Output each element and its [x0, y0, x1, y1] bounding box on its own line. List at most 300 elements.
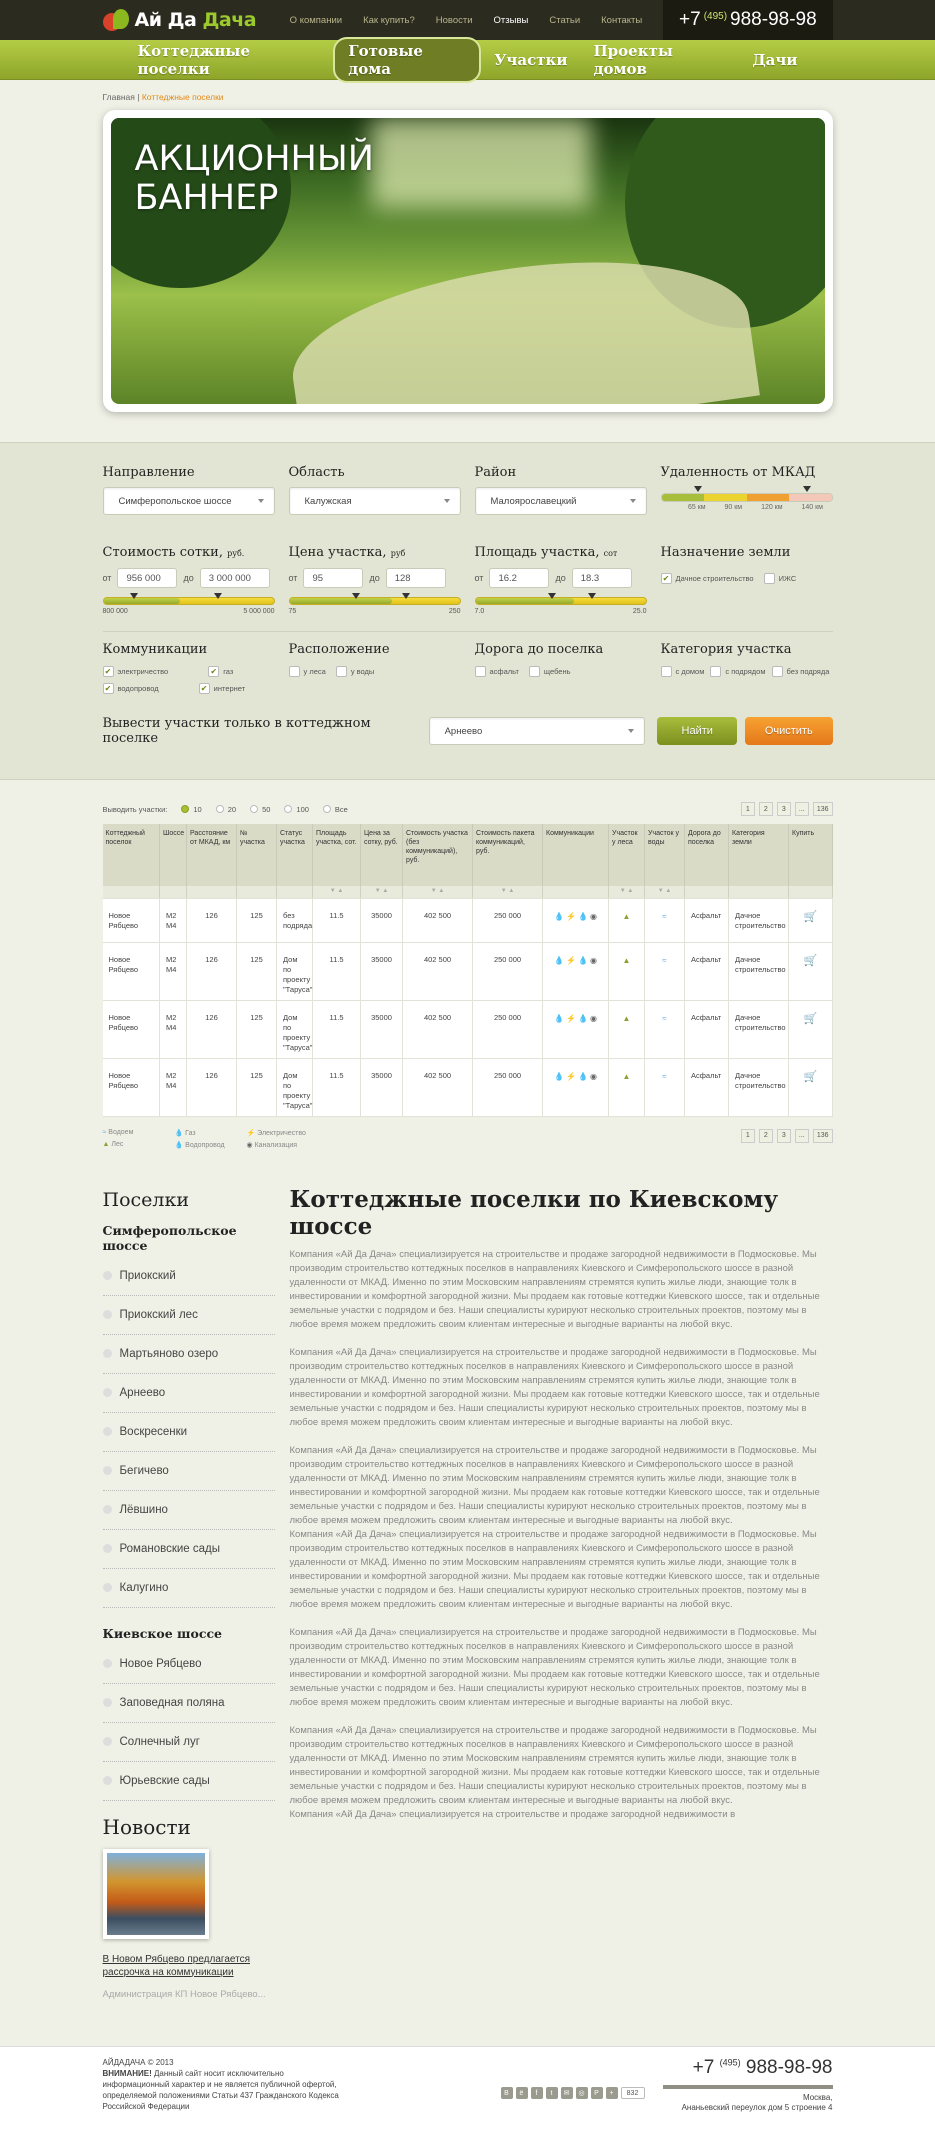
checkbox-box[interactable] [529, 666, 540, 677]
page-size-radio[interactable] [181, 805, 201, 814]
cell-category: Дачное строительство [729, 898, 789, 942]
table-header[interactable]: Расстояние от МКАД, км [187, 824, 237, 886]
checkbox-box[interactable] [475, 666, 486, 677]
checkbox-box[interactable] [661, 666, 672, 677]
cell-status: Дом по проекту "Таруса" [277, 1058, 313, 1116]
logo-icon [103, 7, 131, 33]
sewerage-icon: ◉ [246, 1141, 255, 1149]
checkbox-box[interactable]: ✔ [103, 683, 114, 694]
direction-label: Направление [102, 465, 195, 480]
sort-cell[interactable]: ▼ ▲ [313, 886, 361, 898]
table-header[interactable]: Коммуникации [543, 824, 609, 886]
page-link[interactable]: ... [795, 802, 809, 816]
paragraph: Компания «Ай Да Дача» специализируется на строительстве и продаже загородной недвижимости в Подмосковье. Мы производим строительство коттеджных поселков в направлениях Киевского и Симферопольского шоссе в разной удаленности от МКАД. Именно по этим Московским направлениям стремятся купить жилье люди, знающие толк в инвестировании и комфортной загородной жизни. Мы продаем как готовые коттеджи Киевского шоссе, так и отдельные земельные участки с подрядом и без. Наши специалисты курируют несколько строительных проектов, поэтому мы в любое время можем предложить своим клиентам интересные и выгодные варианты на любой вкус. [289, 1528, 820, 1610]
direction-select[interactable]: Симферопольское шоссе [103, 487, 275, 515]
pagination [741, 802, 833, 816]
sidebar-item-label: Калугино [119, 1581, 169, 1594]
cell-highway: М2 М4 [160, 1000, 187, 1058]
sidebar-item-label: Арнеево [119, 1386, 166, 1399]
paragraph: Компания «Ай Да Дача» специализируется на строительстве и продаже загородной недвижимости в [289, 1808, 736, 1820]
cell-water [645, 898, 685, 942]
region-select[interactable]: Калужская [289, 487, 461, 515]
social-icon[interactable]: P [591, 2087, 603, 2099]
checkbox-label: щебень [543, 667, 571, 676]
category-label: Категория участка [660, 642, 792, 657]
social-icon[interactable]: t [546, 2087, 558, 2099]
table-header[interactable]: Стоимость пакета коммуникаций, руб. [473, 824, 543, 886]
radio-label: Все [334, 804, 348, 814]
district-label: Район [474, 465, 517, 480]
radio-label: 50 [262, 804, 271, 814]
clear-button[interactable]: Очистить [745, 717, 832, 745]
bullet-icon [103, 1776, 112, 1785]
water-icon: ≈ [662, 1071, 667, 1081]
purpose-label: Назначение земли [660, 545, 791, 560]
chevron-down-icon [628, 729, 634, 733]
social-icon[interactable]: В [501, 2087, 513, 2099]
village-select[interactable]: Арнеево [429, 717, 646, 745]
distance-slider[interactable] [661, 493, 833, 502]
checkbox-label: с домом [675, 667, 705, 676]
radio-dot[interactable] [181, 805, 189, 813]
distance-tick: 90 км [724, 504, 743, 511]
table-header[interactable]: № участка [237, 824, 277, 886]
topnav-item[interactable]: Отзывы [493, 14, 529, 26]
sidebar-item-label: Воскресенки [119, 1425, 188, 1438]
promo-banner[interactable] [103, 110, 833, 412]
main-content [289, 1185, 833, 2001]
cell-category: Дачное строительство [729, 1058, 789, 1116]
results-table [103, 824, 834, 1117]
checkbox-location[interactable] [289, 666, 326, 677]
cell-area: 11.5 [313, 898, 361, 942]
cell-distance: 126 [187, 1058, 237, 1116]
legend-item [247, 1129, 317, 1137]
footer-phone[interactable]: +7 $^{(495)}$ 988-98-98 [692, 2057, 833, 2078]
sort-cell [187, 886, 237, 898]
legend-label: Канализация [254, 1141, 298, 1149]
news-heading: Новости [102, 1814, 191, 1839]
cell-forest [609, 1058, 645, 1116]
sort-cell[interactable]: ▼ ▲ [403, 886, 473, 898]
banner-image [111, 118, 825, 404]
cell-forest [609, 942, 645, 1000]
cell-communications [543, 1058, 609, 1116]
checkbox-category[interactable] [661, 666, 705, 677]
cell-area: 11.5 [313, 1000, 361, 1058]
sidebar-item-label: Солнечный луг [119, 1735, 200, 1748]
water-supply-icon: 💧 [577, 911, 588, 921]
cell-category: Дачное строительство [729, 942, 789, 1000]
page-size-radio[interactable] [250, 805, 270, 814]
cell-buy [789, 942, 833, 1000]
page-link[interactable]: 2 [759, 1129, 773, 1143]
sort-cell[interactable]: ▼ ▲ [609, 886, 645, 898]
sidebar-item[interactable] [103, 1257, 275, 1296]
cell-buy [789, 1058, 833, 1116]
cell-forest [609, 898, 645, 942]
legend-item [103, 1129, 161, 1137]
checkbox-box[interactable] [772, 666, 783, 677]
bullet-icon [103, 1466, 112, 1475]
paragraph: Компания «Ай Да Дача» специализируется на строительстве и продаже загородной недвижимости в Подмосковье. Мы производим строительство коттеджных поселков в направлениях Киевского и Симферопольского шоссе в разной удаленности от МКАД. Именно по этим Московским направлениям стремятся купить жилье люди, знающие толк в инвестировании и комфортной загородной жизни. Мы продаем как готовые коттеджи Киевского шоссе, так и отдельные земельные участки с подрядом и без. Наши специалисты курируют несколько строительных проектов, поэтому мы в любое время можем предложить своим клиентам интересные и выгодные варианты на любой вкус. [289, 1248, 820, 1330]
checkbox-communications[interactable] [199, 683, 246, 694]
cell-road: Асфальт [685, 942, 729, 1000]
cell-status: без подряда [277, 898, 313, 942]
bullet-icon [103, 1583, 112, 1592]
price-plot-from-input[interactable]: 95 [303, 568, 363, 588]
cell-status: Дом по проекту "Таруса" [277, 1000, 313, 1058]
sort-cell[interactable]: ▼ ▲ [645, 886, 685, 898]
table-header[interactable]: Шоссе [160, 824, 187, 886]
cart-icon[interactable]: 🛒 [803, 1012, 818, 1025]
page-link[interactable]: 1 [741, 802, 755, 816]
page-link[interactable]: ... [795, 1129, 809, 1143]
cell-highway: М2 М4 [160, 898, 187, 942]
legend-label: Водопровод [185, 1141, 225, 1149]
legend-label: Газ [185, 1129, 196, 1137]
cell-price: 402 500 [403, 942, 473, 1000]
social-icon[interactable]: f [531, 2087, 543, 2099]
cell-road: Асфальт [685, 1000, 729, 1058]
bullet-icon [103, 1544, 112, 1553]
checkbox-label: у воды [350, 667, 375, 676]
page-title: Коттеджные поселки по Киевскому шоссе [289, 1185, 779, 1240]
cell-communications [543, 1000, 609, 1058]
price-sotka-from-input[interactable]: 956 000 [117, 568, 177, 588]
sidebar-item[interactable] [103, 1335, 275, 1374]
sidebar-item-label: Приокский лес [119, 1308, 198, 1321]
sort-cell [103, 886, 160, 898]
price-plot-to-input[interactable]: 128 [386, 568, 446, 588]
radio-label: 20 [227, 804, 237, 814]
table-header[interactable]: Дорога до поселка [685, 824, 729, 886]
social-icon[interactable]: + [606, 2087, 618, 2099]
checkbox-road[interactable] [475, 666, 519, 677]
bullet-icon [103, 1349, 112, 1358]
sewerage-icon: ◉ [589, 955, 597, 965]
distance-tick: 65 км [687, 504, 706, 511]
logo[interactable]: Ай Да Дача [103, 7, 280, 33]
sidebar-item[interactable] [103, 1762, 275, 1801]
radio-dot[interactable] [323, 805, 331, 813]
cell-road: Асфальт [685, 1058, 729, 1116]
sidebar-item-label: Романовские сады [119, 1542, 221, 1555]
sort-cell [789, 886, 833, 898]
chevron-down-icon [258, 499, 264, 503]
page-link[interactable]: 1 [741, 1129, 755, 1143]
checkbox-box[interactable] [289, 666, 300, 677]
electricity-icon: ⚡ [566, 911, 576, 921]
electricity-icon: ⚡ [566, 1071, 576, 1081]
cell-buy [789, 898, 833, 942]
radio-dot[interactable] [284, 805, 292, 813]
checkbox-label: у леса [303, 667, 326, 676]
checkbox-category[interactable] [772, 666, 830, 677]
sidebar-item[interactable] [103, 1296, 275, 1335]
footer-address: Москва, Ананьевский переулок дом 5 строение 4 [681, 2093, 833, 2112]
checkbox-purpose[interactable] [764, 573, 797, 584]
category-options [661, 666, 833, 677]
cell-price: 402 500 [403, 1058, 473, 1116]
cell-price: 402 500 [403, 1000, 473, 1058]
area-to-input[interactable]: 18.3 [572, 568, 632, 588]
cart-icon[interactable]: 🛒 [803, 954, 818, 967]
forest-icon: ▲ [622, 911, 631, 921]
cell-village: Новое Рябцево [103, 1058, 160, 1116]
chevron-down-icon [444, 499, 450, 503]
page-link[interactable]: 2 [759, 802, 773, 816]
topnav-item[interactable]: Как купить? [363, 14, 415, 26]
cell-distance: 126 [187, 1000, 237, 1058]
table-header[interactable]: Площадь участка, сот. [313, 824, 361, 886]
radio-label: 100 [296, 804, 309, 814]
page-size-radio[interactable] [284, 805, 309, 814]
checkbox-communications[interactable] [208, 666, 233, 677]
bullet-icon [103, 1505, 112, 1514]
cell-water [645, 1000, 685, 1058]
radio-label: 10 [193, 804, 202, 814]
location-label: Расположение [288, 642, 390, 657]
paragraph: Компания «Ай Да Дача» специализируется на строительстве и продаже загородной недвижимости в Подмосковье. Мы производим строительство коттеджных поселков в направлениях Киевского и Симферопольского шоссе в разной удаленности от МКАД. Именно по этим Московским направлениям стремятся купить жилье люди, знающие толк в инвестировании и комфортной загородной жизни. Мы продаем как готовые коттеджи Киевского шоссе, так и отдельные земельные участки с подрядом и без. Наши специалисты курируют несколько строительных проектов, поэтому мы в любое время можем предложить своим клиентам интересные и выгодные варианты на любой вкус. [289, 1346, 820, 1428]
cell-comm_price: 250 000 [473, 1058, 543, 1116]
price-sotka-to-input[interactable]: 3 000 000 [200, 568, 270, 588]
table-header[interactable]: Участок у леса [609, 824, 645, 886]
social-icon[interactable]: ◎ [576, 2087, 588, 2099]
distance-ticks [661, 504, 833, 511]
cell-water [645, 1058, 685, 1116]
cart-icon[interactable]: 🛒 [803, 1070, 818, 1083]
checkbox-road[interactable] [529, 666, 571, 677]
sidebar-item[interactable] [103, 1684, 275, 1723]
cell-buy [789, 1000, 833, 1058]
checkbox-purpose[interactable] [661, 573, 754, 584]
cell-area: 11.5 [313, 1058, 361, 1116]
cell-num: 125 [237, 1000, 277, 1058]
table-row [103, 1058, 833, 1116]
communications-options [103, 666, 275, 694]
mainnav-item[interactable]: Готовые дома [333, 37, 481, 83]
cell-highway: М2 М4 [160, 1058, 187, 1116]
gas-icon: 💧 [554, 955, 565, 965]
sidebar-item[interactable] [103, 1413, 275, 1452]
sidebar-item[interactable] [103, 1452, 275, 1491]
sidebar-item[interactable] [103, 1491, 275, 1530]
water-icon: ≈ [662, 1013, 667, 1023]
sewerage-icon: ◉ [589, 1013, 597, 1023]
table-header[interactable]: Купить [789, 824, 833, 886]
sort-cell [729, 886, 789, 898]
checkbox-communications[interactable] [103, 666, 169, 677]
footer [0, 2046, 935, 2146]
checkbox-box[interactable] [710, 666, 721, 677]
page-link[interactable]: 136 [813, 802, 833, 816]
price-sotka-slider[interactable] [103, 597, 275, 605]
sort-cell [277, 886, 313, 898]
table-header[interactable]: Категория земли [729, 824, 789, 886]
cell-village: Новое Рябцево [103, 942, 160, 1000]
price-sotka-label: Стоимость сотки, [102, 545, 223, 560]
sidebar-item[interactable] [103, 1569, 275, 1608]
sidebar-item-label: Лёвшино [119, 1503, 168, 1516]
sort-cell[interactable]: ▼ ▲ [473, 886, 543, 898]
checkbox-label: без подряда [786, 667, 830, 676]
sort-cell [543, 886, 609, 898]
region-label: Область [288, 465, 345, 480]
cart-icon[interactable]: 🛒 [803, 910, 818, 923]
slider-handle[interactable] [803, 486, 811, 492]
cell-price_sotka: 35000 [361, 942, 403, 1000]
legend-label: Лес [111, 1140, 124, 1148]
social-icon[interactable]: ✉ [561, 2087, 573, 2099]
top-bar [0, 0, 935, 40]
mainnav-item[interactable]: Участки [494, 51, 568, 69]
radio-dot[interactable] [216, 805, 224, 813]
main-navigation [0, 40, 935, 80]
cell-price_sotka: 35000 [361, 1058, 403, 1116]
checkbox-label: водопровод [117, 684, 159, 693]
sidebar-item[interactable] [103, 1530, 275, 1569]
top-navigation [280, 15, 664, 26]
radio-dot[interactable] [250, 805, 258, 813]
news-link[interactable]: В Новом Рябцево предлагается рассрочка на коммуникации [102, 1953, 250, 1978]
checkbox-box[interactable]: ✔ [208, 666, 219, 677]
news-image[interactable] [103, 1849, 209, 1939]
checkbox-box[interactable] [764, 573, 775, 584]
table-row [103, 898, 833, 942]
pagination [741, 1129, 833, 1143]
table-header[interactable]: Стоимость участка (без коммуникаций), руб. [403, 824, 473, 886]
search-filter: Направление Симферопольское шоссе Область Калужская Район Малоярославецкий Удаленность от МКАД 65 км 90 км 120 км 140 км Стоимость сотки, руб. от 956 000 до 3 000 000 800 000 5 000 000 Цена участка, руб от 95 до 128 75 250 Площадь участка, сот от 16.2 до 18.3 7.0 25.0 Назначение земли ✔ Дачное строительство ИЖС Коммуникации ✔ электричество ✔ газ ✔ водопровод ✔ интернет Расположение у леса у воды Дорога до поселка асфальт щебень Категория участка с домом с подрядом без подряда Вывести участки только в коттеджном поселке Арнеево Найти Очистить [0, 442, 935, 780]
checkbox-label: Дачное строительство [675, 574, 754, 583]
electricity-icon: ⚡ [246, 1129, 258, 1137]
page-link[interactable]: 3 [777, 802, 791, 816]
cell-village: Новое Рябцево [103, 1000, 160, 1058]
water-supply-icon: 💧 [174, 1141, 186, 1149]
cell-highway: М2 М4 [160, 942, 187, 1000]
gas-icon: 💧 [554, 911, 565, 921]
page-link[interactable]: 3 [777, 1129, 791, 1143]
cell-communications [543, 942, 609, 1000]
distance-tick: 120 км [761, 504, 783, 511]
slider-handle[interactable] [694, 486, 702, 492]
checkbox-box[interactable]: ✔ [661, 573, 672, 584]
banner-title: АКЦИОННЫЙ БАННЕР [134, 139, 374, 218]
cell-forest [609, 1000, 645, 1058]
gas-icon: 💧 [554, 1071, 565, 1081]
checkbox-label: электричество [117, 667, 169, 676]
cell-water [645, 942, 685, 1000]
checkbox-box[interactable]: ✔ [103, 666, 114, 677]
page-size-radio[interactable] [323, 805, 348, 814]
cell-communications [543, 898, 609, 942]
forest-icon: ▲ [622, 955, 631, 965]
cell-comm_price: 250 000 [473, 942, 543, 1000]
mainnav-item[interactable]: Проекты домов [593, 42, 673, 78]
checkbox-category[interactable] [710, 666, 765, 677]
area-from-input[interactable]: 16.2 [489, 568, 549, 588]
checkbox-communications[interactable] [103, 683, 159, 694]
breadcrumb-home[interactable]: Главная [102, 92, 135, 102]
cell-num: 125 [237, 942, 277, 1000]
sidebar-group-title: Киевское шоссе [102, 1625, 223, 1641]
topnav-item[interactable]: Новости [435, 14, 473, 26]
bullet-icon [103, 1310, 112, 1319]
social-buttons [501, 2087, 645, 2113]
table-header[interactable]: Цена за сотку, руб. [361, 824, 403, 886]
bullet-icon [103, 1427, 112, 1436]
mainnav-item[interactable]: Дачи [752, 51, 798, 69]
breadcrumb: Главная | Коттеджные поселки [102, 92, 224, 102]
sort-cell [685, 886, 729, 898]
topnav-item[interactable]: О компании [289, 14, 343, 26]
district-select[interactable]: Малоярославецкий [475, 487, 647, 515]
cell-area: 11.5 [313, 942, 361, 1000]
location-options [289, 666, 461, 677]
table-header[interactable]: Статус участка [277, 824, 313, 886]
find-button[interactable]: Найти [657, 717, 737, 745]
communications-label: Коммуникации [102, 642, 208, 657]
legend-label: Электричество [257, 1129, 306, 1137]
page-size-radio[interactable] [216, 805, 236, 814]
forest-icon: ▲ [102, 1140, 112, 1148]
header-phone[interactable]: +7 $^{(495)}$ 988-98-98 [663, 0, 832, 40]
gas-icon: 💧 [174, 1129, 186, 1137]
sort-cell [237, 886, 277, 898]
sidebar-title: Поселки [102, 1188, 190, 1211]
legend-item [175, 1141, 233, 1149]
sewerage-icon: ◉ [589, 1071, 597, 1081]
page-link[interactable]: 136 [813, 1129, 833, 1143]
cell-num: 125 [237, 1058, 277, 1116]
price-plot-slider[interactable] [289, 597, 461, 605]
topnav-item[interactable]: Контакты [601, 14, 643, 26]
checkbox-location[interactable] [336, 666, 375, 677]
cell-comm_price: 250 000 [473, 898, 543, 942]
sidebar-item[interactable] [103, 1374, 275, 1413]
water-icon: ≈ [662, 955, 667, 965]
cell-village: Новое Рябцево [103, 898, 160, 942]
sidebar-item[interactable] [103, 1645, 275, 1684]
cell-status: Дом по проекту "Таруса" [277, 942, 313, 1000]
legend-label: Водоем [108, 1128, 134, 1136]
road-label: Дорога до поселка [474, 642, 604, 657]
sort-cell[interactable]: ▼ ▲ [361, 886, 403, 898]
area-slider[interactable] [475, 597, 647, 605]
sidebar [103, 1189, 275, 2001]
social-icon[interactable]: ё [516, 2087, 528, 2099]
sidebar-item-label: Заповедная поляна [119, 1696, 225, 1709]
cell-price_sotka: 35000 [361, 898, 403, 942]
table-header[interactable]: Участок у воды [645, 824, 685, 886]
distance-label: Удаленность от МКАД [660, 465, 816, 480]
sidebar-item[interactable] [103, 1723, 275, 1762]
cell-price: 402 500 [403, 898, 473, 942]
table-header[interactable]: Коттеджный поселок [103, 824, 160, 886]
topnav-item[interactable]: Статьи [549, 14, 581, 26]
gas-icon: 💧 [554, 1013, 565, 1023]
checkbox-box[interactable]: ✔ [199, 683, 210, 694]
mainnav-item[interactable]: Коттеджные поселки [137, 42, 250, 78]
checkbox-label: ИЖС [778, 574, 797, 583]
cell-distance: 126 [187, 942, 237, 1000]
checkbox-label: газ [223, 667, 234, 676]
checkbox-label: с подрядом [725, 667, 766, 676]
checkbox-box[interactable] [336, 666, 347, 677]
cell-category: Дачное строительство [729, 1000, 789, 1058]
cell-price_sotka: 35000 [361, 1000, 403, 1058]
legend-item [103, 1141, 161, 1149]
